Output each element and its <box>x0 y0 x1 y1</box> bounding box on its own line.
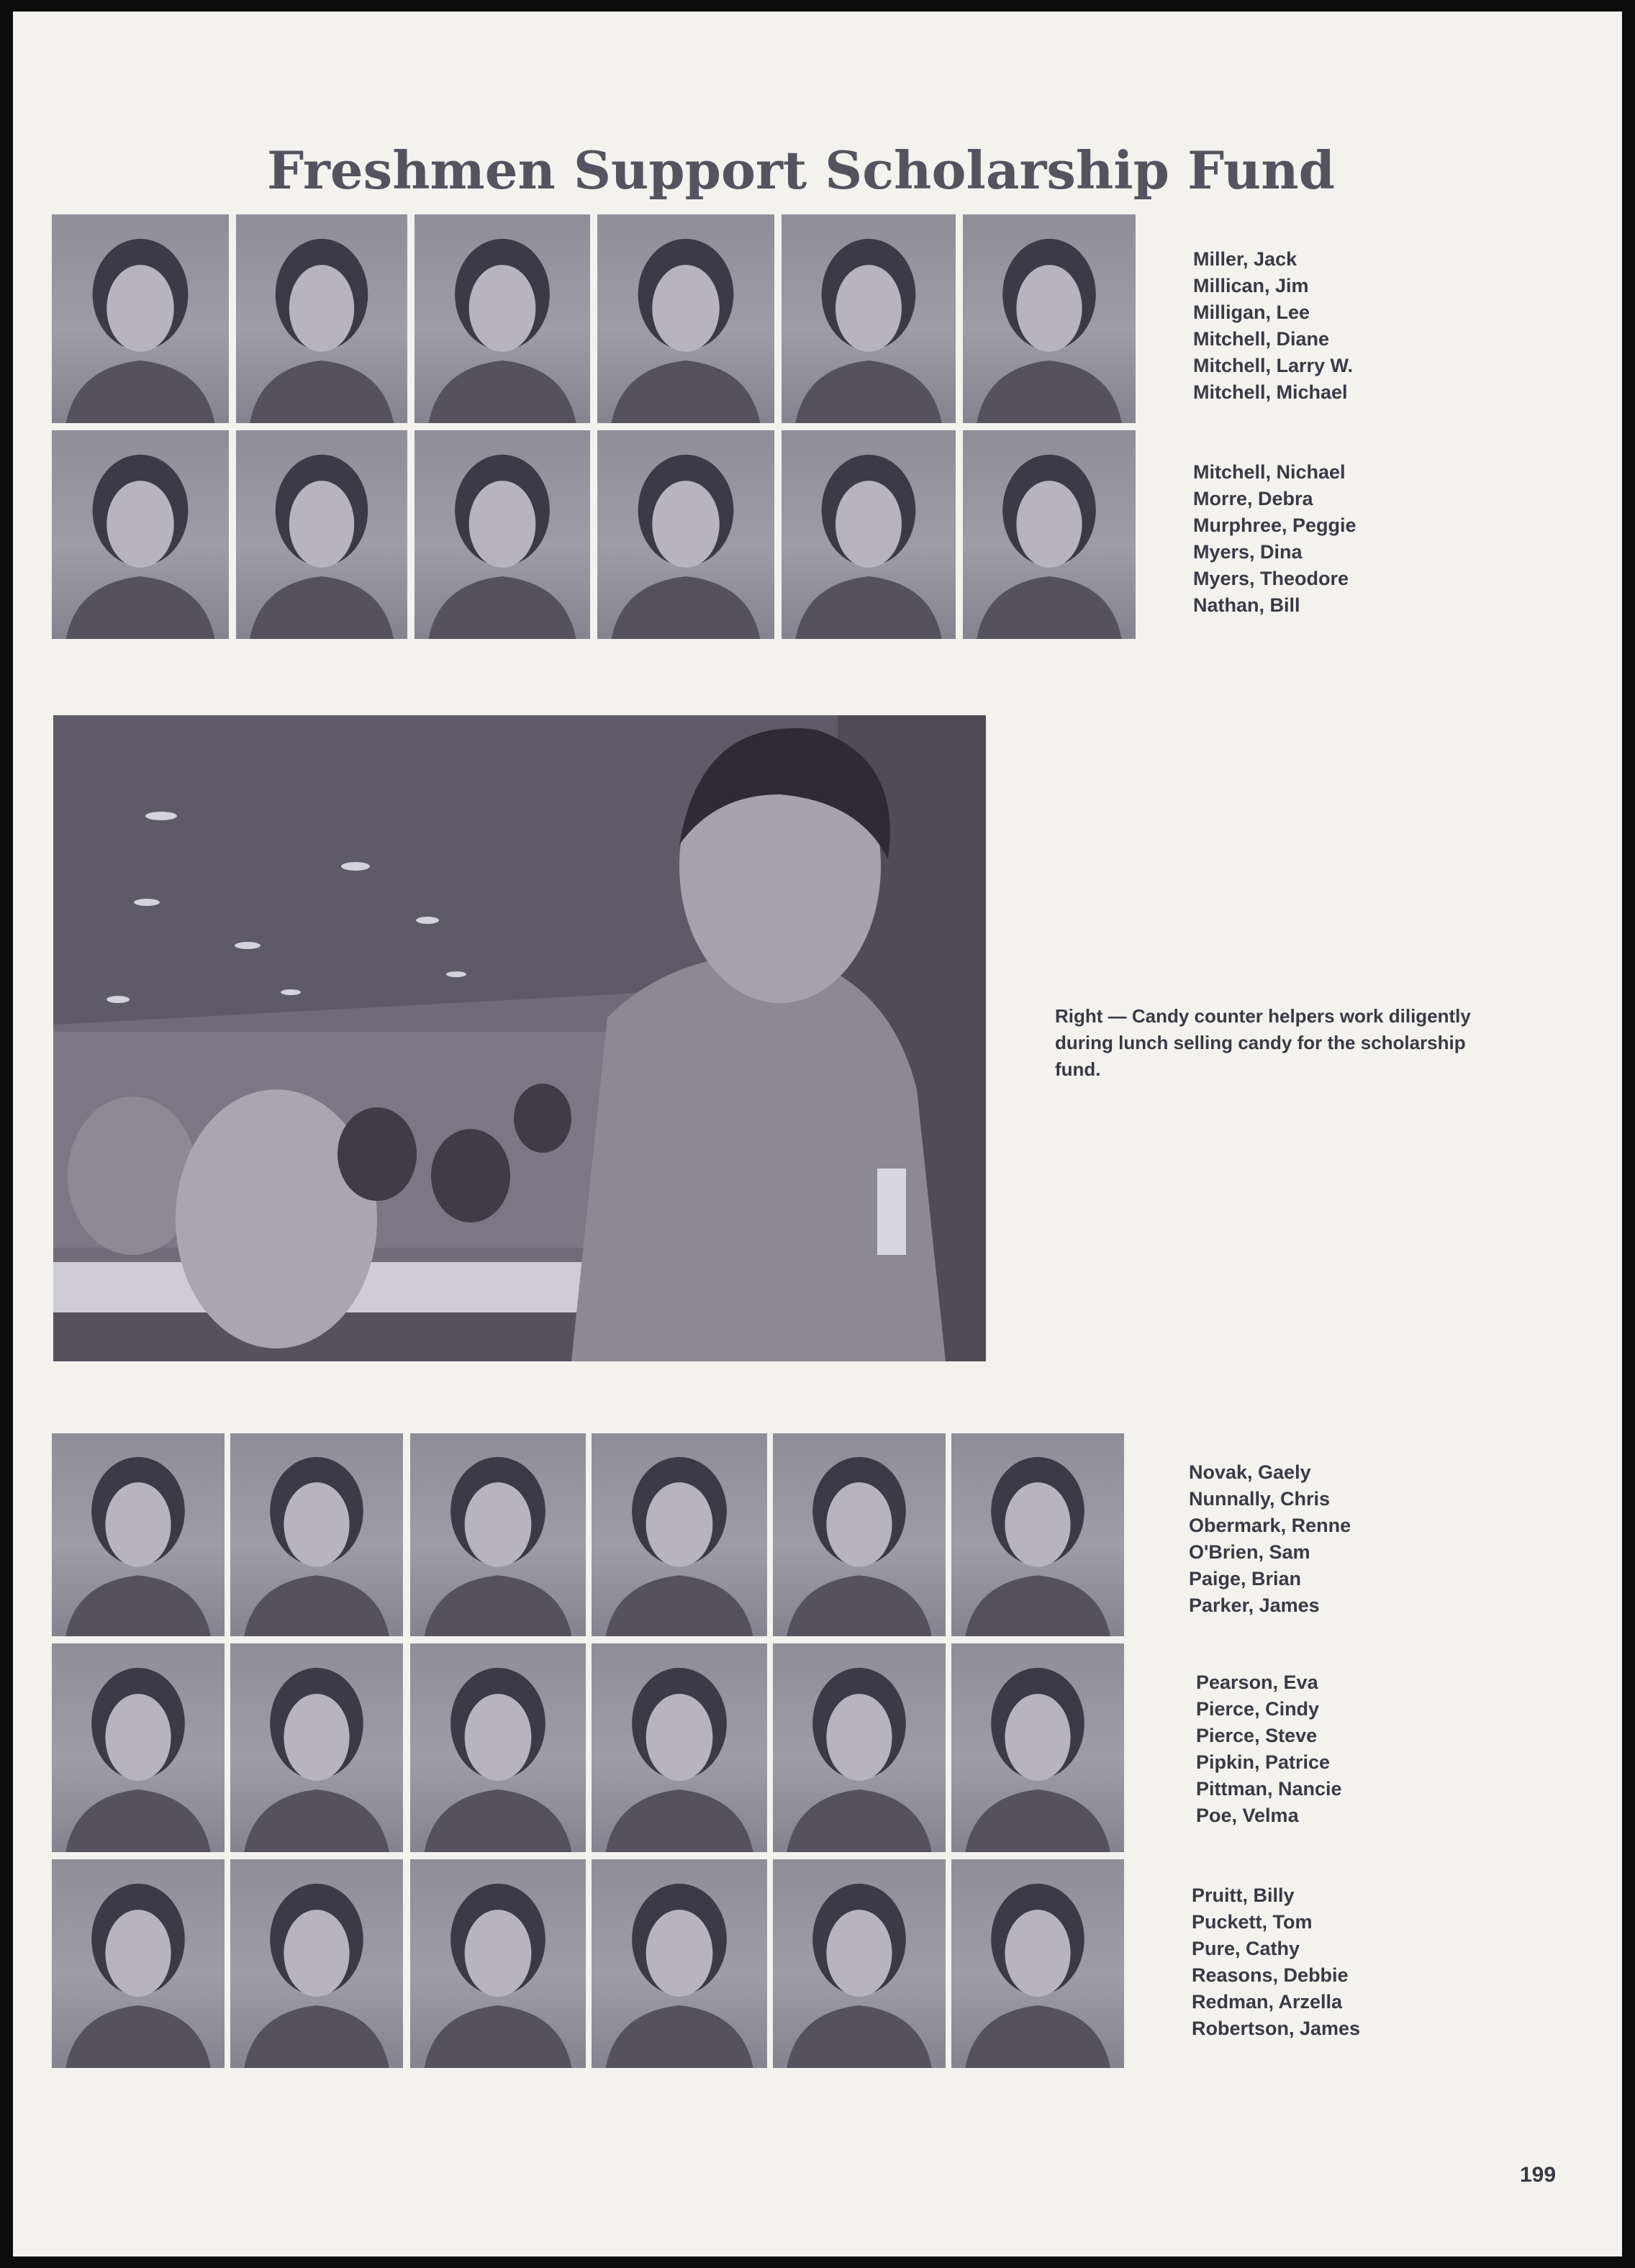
portrait-silhouette <box>410 1859 586 2068</box>
portrait-shoulders <box>977 360 1122 423</box>
student-name: Mitchell, Michael <box>1193 381 1348 403</box>
portrait-silhouette <box>236 214 407 423</box>
portrait-shoulders <box>425 2005 572 2068</box>
portrait-shoulders <box>795 360 941 423</box>
student-name: Mitchell, Larry W. <box>1193 355 1354 376</box>
portrait-shoulders <box>65 2005 211 2068</box>
portrait-shoulders <box>606 1575 753 1636</box>
student-name: Parker, James <box>1189 1595 1320 1616</box>
student-name: Reasons, Debbie <box>1192 1964 1349 1986</box>
portrait-face <box>284 1482 349 1567</box>
student-name: Mitchell, Diane <box>1193 328 1330 350</box>
portrait-face <box>469 481 536 568</box>
portrait-face <box>835 265 902 352</box>
portrait-shoulders <box>606 1790 753 1852</box>
portrait-silhouette <box>782 214 956 423</box>
portrait-photo <box>52 214 229 423</box>
student-name: Myers, Theodore <box>1193 568 1349 589</box>
portrait-photo <box>52 1433 225 1636</box>
name-list-group-2 <box>1193 459 1357 619</box>
portrait-shoulders <box>65 1575 211 1636</box>
portrait-photo <box>592 1433 767 1636</box>
portrait-shoulders <box>612 576 761 639</box>
portrait-face <box>826 1910 892 1997</box>
portrait-silhouette <box>52 1643 225 1852</box>
portrait-face <box>289 481 354 568</box>
portrait-face <box>646 1694 713 1781</box>
portrait-silhouette <box>236 430 407 639</box>
student-name: Morre, Debra <box>1193 488 1313 509</box>
portrait-silhouette <box>782 430 956 639</box>
portrait-silhouette <box>230 1643 403 1852</box>
portrait-photo <box>52 430 229 639</box>
portrait-face <box>107 481 173 568</box>
student-name: Nathan, Bill <box>1193 594 1300 616</box>
portrait-silhouette <box>951 1643 1124 1852</box>
candy-counter-photo <box>53 715 986 1361</box>
candy-counter-photo-illustration <box>53 715 986 1361</box>
portrait-photo <box>236 430 407 639</box>
portrait-silhouette <box>230 1859 403 2068</box>
student-name: Nunnally, Chris <box>1189 1488 1331 1510</box>
student-name: Pure, Cathy <box>1192 1938 1300 1959</box>
portrait-shoulders <box>65 1790 211 1852</box>
portrait-photo <box>597 430 774 639</box>
portrait-face <box>105 1694 171 1781</box>
portrait-silhouette <box>52 1433 225 1636</box>
portrait-photo <box>52 1643 225 1852</box>
student-name: Novak, Gaely <box>1189 1461 1311 1483</box>
portrait-silhouette <box>773 1859 946 2068</box>
portrait-face <box>1005 1482 1070 1567</box>
student-name: O'Brien, Sam <box>1189 1541 1310 1563</box>
portrait-silhouette <box>410 1433 586 1636</box>
portrait-face <box>646 1910 713 1997</box>
portrait-face <box>826 1482 892 1567</box>
portrait-face <box>646 1482 713 1567</box>
portrait-shoulders <box>244 2005 389 2068</box>
student-name: Paige, Brian <box>1189 1568 1302 1589</box>
portrait-silhouette <box>52 214 229 423</box>
portrait-photo <box>410 1643 586 1852</box>
student-name: Myers, Dina <box>1193 541 1303 563</box>
name-list-group-1 <box>1193 246 1353 406</box>
portrait-silhouette <box>52 1859 225 2068</box>
portrait-face <box>465 1482 532 1567</box>
portrait-shoulders <box>977 576 1122 639</box>
portrait-photo <box>415 214 590 423</box>
portrait-photo <box>236 214 407 423</box>
student-name: Mitchell, Nichael <box>1193 461 1346 483</box>
student-name: Pearson, Eva <box>1196 1671 1318 1693</box>
portrait-photo <box>951 1643 1124 1852</box>
portrait-shoulders <box>787 1575 932 1636</box>
portrait-shoulders <box>66 360 215 423</box>
student-name: Redman, Arzella <box>1192 1991 1343 2013</box>
portrait-face <box>826 1694 892 1781</box>
portrait-silhouette <box>52 430 229 639</box>
portrait-face <box>469 265 536 352</box>
portrait-shoulders <box>965 1790 1110 1852</box>
student-name: Miller, Jack <box>1193 248 1297 270</box>
portrait-silhouette <box>773 1643 946 1852</box>
student-name: Puckett, Tom <box>1192 1911 1313 1933</box>
portrait-photo <box>592 1643 767 1852</box>
portrait-photo <box>230 1433 403 1636</box>
portrait-photo <box>773 1643 946 1852</box>
portrait-photo <box>597 214 774 423</box>
portrait-photo <box>951 1859 1124 2068</box>
portrait-shoulders <box>425 1575 572 1636</box>
yearbook-page <box>13 12 1622 2256</box>
portrait-photo <box>963 430 1136 639</box>
name-list-group-4 <box>1196 1669 1342 1829</box>
student-name: Millican, Jim <box>1193 275 1309 296</box>
portrait-face <box>105 1910 171 1997</box>
portrait-shoulders <box>425 1790 572 1852</box>
portrait-shoulders <box>965 2005 1110 2068</box>
portrait-silhouette <box>415 214 590 423</box>
portrait-silhouette <box>951 1433 1124 1636</box>
portrait-photo <box>415 430 590 639</box>
portrait-face <box>289 265 354 352</box>
student-name: Pipkin, Patrice <box>1196 1751 1331 1773</box>
portrait-face <box>465 1910 532 1997</box>
portrait-shoulders <box>795 576 941 639</box>
portrait-silhouette <box>230 1433 403 1636</box>
portrait-shoulders <box>965 1575 1110 1636</box>
portrait-photo <box>773 1859 946 2068</box>
portrait-silhouette <box>597 214 774 423</box>
portrait-silhouette <box>410 1643 586 1852</box>
student-name: Pierce, Steve <box>1196 1725 1318 1746</box>
portrait-shoulders <box>787 1790 932 1852</box>
portrait-shoulders <box>429 360 576 423</box>
page-number: 199 <box>1520 2163 1557 2187</box>
portrait-photo <box>782 430 956 639</box>
name-list-group-5 <box>1192 1882 1360 2042</box>
portrait-shoulders <box>787 2005 932 2068</box>
portrait-face <box>1005 1694 1070 1781</box>
portrait-silhouette <box>592 1643 767 1852</box>
portrait-silhouette <box>592 1859 767 2068</box>
portrait-photo <box>963 214 1136 423</box>
student-name: Obermark, Renne <box>1189 1515 1351 1536</box>
portrait-face <box>1016 481 1082 568</box>
portrait-photo <box>782 214 956 423</box>
portrait-shoulders <box>606 2005 753 2068</box>
portrait-face <box>105 1482 171 1567</box>
portrait-face <box>1005 1910 1070 1997</box>
portrait-face <box>284 1910 349 1997</box>
portrait-silhouette <box>597 430 774 639</box>
student-name: Milligan, Lee <box>1193 301 1310 323</box>
portrait-face <box>107 265 173 352</box>
portrait-silhouette <box>963 430 1136 639</box>
portrait-photo <box>52 1859 225 2068</box>
portrait-silhouette <box>773 1433 946 1636</box>
portrait-photo <box>592 1859 767 2068</box>
portrait-shoulders <box>429 576 576 639</box>
portrait-shoulders <box>250 360 394 423</box>
portrait-photo <box>773 1433 946 1636</box>
portrait-photo <box>230 1859 403 2068</box>
portrait-silhouette <box>951 1859 1124 2068</box>
student-name: Robertson, James <box>1192 2018 1361 2039</box>
portrait-face <box>1016 265 1082 352</box>
portrait-silhouette <box>592 1433 767 1636</box>
portrait-face <box>465 1694 532 1781</box>
portrait-shoulders <box>250 576 394 639</box>
student-name: Pruitt, Billy <box>1192 1884 1295 1906</box>
portrait-face <box>652 265 719 352</box>
portrait-photo <box>410 1433 586 1636</box>
portrait-shoulders <box>612 360 761 423</box>
student-name: Murphree, Peggie <box>1193 514 1357 536</box>
student-name: Poe, Velma <box>1196 1805 1299 1826</box>
student-name: Pierce, Cindy <box>1196 1698 1320 1720</box>
portrait-shoulders <box>66 576 215 639</box>
portrait-photo <box>951 1433 1124 1636</box>
photo-caption: Right — Candy counter helpers work diligently during lunch selling candy for the scholarship fund. <box>1055 1005 1471 1080</box>
portrait-photo <box>410 1859 586 2068</box>
student-name: Pittman, Nancie <box>1196 1778 1342 1800</box>
portrait-silhouette <box>963 214 1136 423</box>
portrait-shoulders <box>244 1790 389 1852</box>
portrait-face <box>284 1694 349 1781</box>
name-list-group-3 <box>1189 1459 1351 1619</box>
portrait-shoulders <box>244 1575 389 1636</box>
portrait-silhouette <box>415 430 590 639</box>
portrait-photo <box>230 1643 403 1852</box>
page-title: Freshmen Support Scholarship Fund <box>267 140 1335 201</box>
portrait-face <box>835 481 902 568</box>
portrait-face <box>652 481 719 568</box>
